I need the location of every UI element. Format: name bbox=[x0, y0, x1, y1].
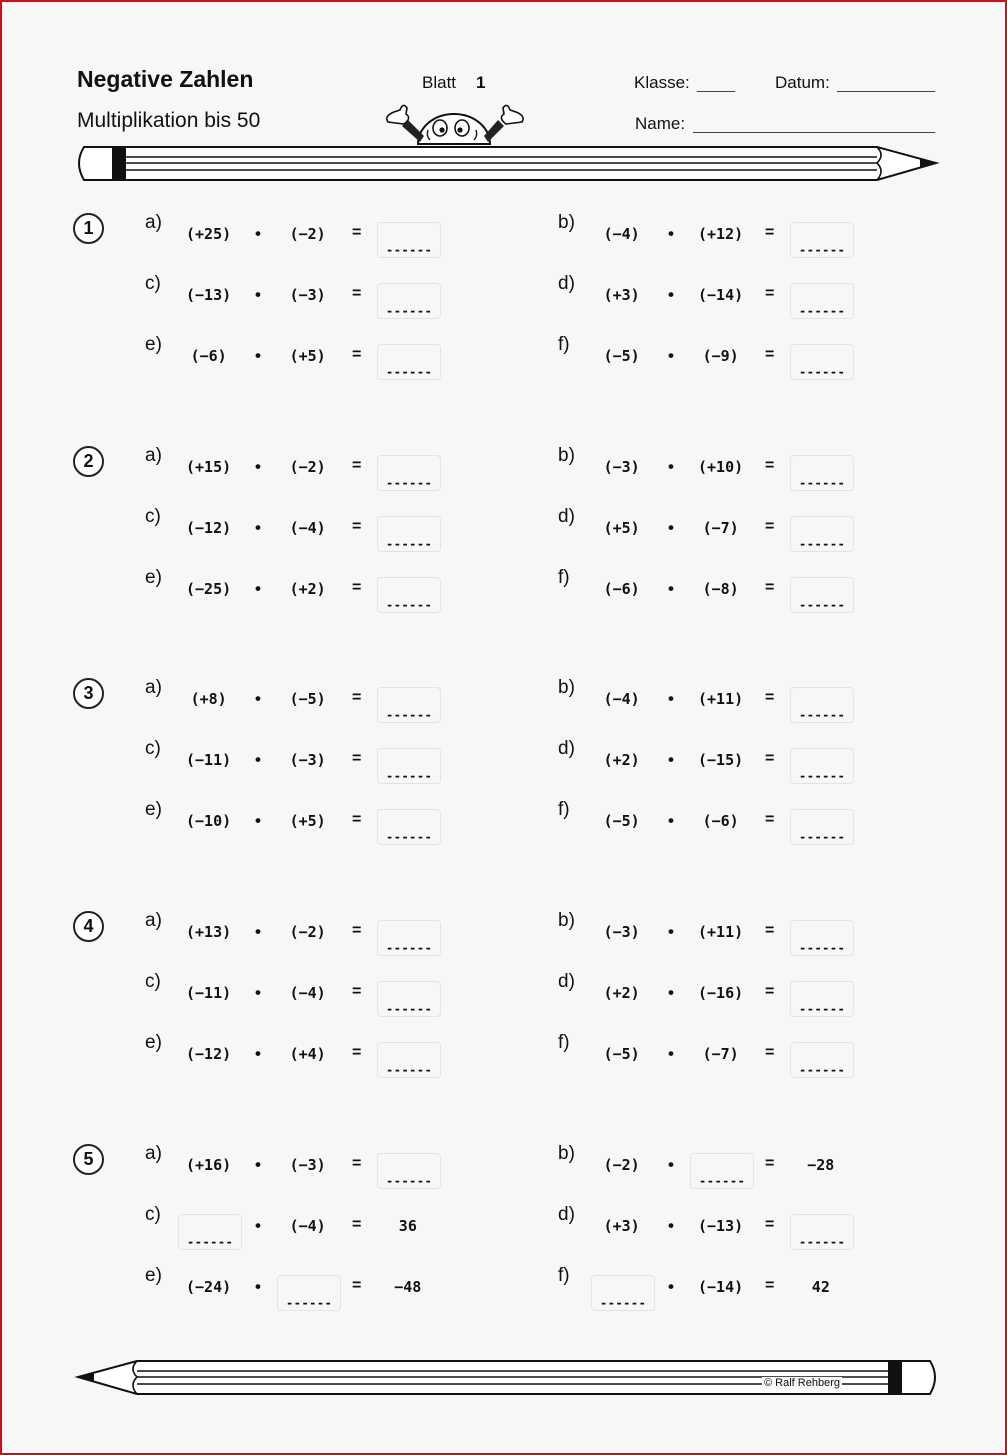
equals-sign: = bbox=[352, 518, 362, 535]
product-answer-box[interactable] bbox=[377, 748, 441, 784]
multiply-sign: • bbox=[668, 457, 674, 476]
left-factor: (−4) bbox=[603, 225, 640, 243]
blank-placeholder: ------ bbox=[799, 941, 846, 955]
equals-sign: = bbox=[352, 1216, 362, 1233]
product-value: −28 bbox=[807, 1156, 835, 1174]
right-factor: (−7) bbox=[702, 519, 739, 537]
top-pencil-divider bbox=[74, 144, 940, 184]
problem-label: b) bbox=[558, 677, 575, 698]
mascot-illustration bbox=[380, 100, 530, 146]
problem-row bbox=[558, 273, 888, 323]
multiply-sign: • bbox=[668, 811, 674, 830]
right-factor: (−13) bbox=[698, 1217, 744, 1235]
problem-label: d) bbox=[558, 971, 575, 992]
multiply-sign: • bbox=[668, 285, 674, 304]
problem-row bbox=[558, 1204, 888, 1254]
left-factor: (+15) bbox=[186, 458, 232, 476]
left-factor: (+5) bbox=[603, 519, 640, 537]
problem-label: b) bbox=[558, 1143, 575, 1164]
right-factor: (−6) bbox=[702, 812, 739, 830]
blank-placeholder: ------ bbox=[799, 769, 846, 783]
equals-sign: = bbox=[352, 224, 362, 241]
problem-label: c) bbox=[145, 1204, 161, 1225]
blank-placeholder: ------ bbox=[386, 1174, 433, 1188]
blank-placeholder: ------ bbox=[386, 243, 433, 257]
multiply-sign: • bbox=[668, 579, 674, 598]
problem-label: f) bbox=[558, 1032, 570, 1053]
multiply-sign: • bbox=[255, 1155, 261, 1174]
problem-label: a) bbox=[145, 910, 162, 931]
equals-sign: = bbox=[352, 1277, 362, 1294]
problem-label: a) bbox=[145, 445, 162, 466]
product-answer-box[interactable] bbox=[790, 1042, 854, 1078]
datum-field[interactable] bbox=[837, 91, 935, 92]
problem-label: e) bbox=[145, 334, 162, 355]
problem-row bbox=[145, 567, 475, 617]
left-factor: (−12) bbox=[186, 519, 232, 537]
product-answer-box[interactable] bbox=[377, 344, 441, 380]
right-factor: (−8) bbox=[702, 580, 739, 598]
left-factor: (−4) bbox=[603, 690, 640, 708]
product-answer-box[interactable] bbox=[790, 344, 854, 380]
problem-row bbox=[145, 1265, 475, 1315]
equals-sign: = bbox=[765, 224, 775, 241]
equals-sign: = bbox=[765, 285, 775, 302]
equals-sign: = bbox=[765, 346, 775, 363]
right-factor: (−2) bbox=[289, 923, 326, 941]
product-answer-box[interactable] bbox=[377, 283, 441, 319]
equals-sign: = bbox=[352, 922, 362, 939]
equals-sign: = bbox=[765, 1155, 775, 1172]
problem-label: c) bbox=[145, 971, 161, 992]
multiply-sign: • bbox=[668, 922, 674, 941]
left-factor: (−12) bbox=[186, 1045, 232, 1063]
problem-label: c) bbox=[145, 273, 161, 294]
right-factor: (−3) bbox=[289, 1156, 326, 1174]
multiply-sign: • bbox=[255, 579, 261, 598]
multiply-sign: • bbox=[255, 689, 261, 708]
product-answer-box[interactable] bbox=[377, 577, 441, 613]
equals-sign: = bbox=[765, 1277, 775, 1294]
right-factor: (−5) bbox=[289, 690, 326, 708]
left-factor: (−11) bbox=[186, 984, 232, 1002]
name-label: Name: bbox=[635, 114, 686, 133]
blank-placeholder: ------ bbox=[386, 769, 433, 783]
problem-row bbox=[558, 971, 888, 1021]
exercise-number-circle: 1 bbox=[73, 213, 104, 244]
problem-row bbox=[145, 910, 475, 960]
multiply-sign: • bbox=[255, 285, 261, 304]
right-factor: (−2) bbox=[289, 458, 326, 476]
equals-sign: = bbox=[352, 579, 362, 596]
problem-label: c) bbox=[145, 738, 161, 759]
equals-sign: = bbox=[765, 689, 775, 706]
right-factor-answer-box[interactable] bbox=[690, 1153, 754, 1189]
multiply-sign: • bbox=[255, 750, 261, 769]
product-answer-box[interactable] bbox=[790, 809, 854, 845]
product-answer-box[interactable] bbox=[790, 920, 854, 956]
exercise-number-circle: 2 bbox=[73, 446, 104, 477]
klasse-field[interactable] bbox=[697, 91, 735, 92]
blank-placeholder: ------ bbox=[386, 830, 433, 844]
multiply-sign: • bbox=[668, 1277, 674, 1296]
multiply-sign: • bbox=[255, 983, 261, 1002]
problem-row bbox=[558, 1143, 888, 1193]
left-factor: (+3) bbox=[603, 1217, 640, 1235]
left-factor: (−6) bbox=[603, 580, 640, 598]
problem-label: e) bbox=[145, 567, 162, 588]
equals-sign: = bbox=[765, 579, 775, 596]
product-answer-box[interactable] bbox=[377, 687, 441, 723]
problem-row bbox=[558, 212, 888, 262]
left-factor: (−3) bbox=[603, 923, 640, 941]
blank-placeholder: ------ bbox=[386, 708, 433, 722]
problem-label: f) bbox=[558, 334, 570, 355]
multiply-sign: • bbox=[255, 922, 261, 941]
product-answer-box[interactable] bbox=[790, 577, 854, 613]
right-factor-answer-box[interactable] bbox=[277, 1275, 341, 1311]
multiply-sign: • bbox=[668, 518, 674, 537]
equals-sign: = bbox=[765, 983, 775, 1000]
multiply-sign: • bbox=[668, 689, 674, 708]
product-answer-box[interactable] bbox=[377, 455, 441, 491]
right-factor: (−15) bbox=[698, 751, 744, 769]
right-factor: (+5) bbox=[289, 347, 326, 365]
problem-row bbox=[558, 1265, 888, 1315]
product-answer-box[interactable] bbox=[377, 222, 441, 258]
left-factor: (+3) bbox=[603, 286, 640, 304]
equals-sign: = bbox=[765, 457, 775, 474]
left-factor: (+25) bbox=[186, 225, 232, 243]
left-factor: (−24) bbox=[186, 1278, 232, 1296]
equals-sign: = bbox=[352, 689, 362, 706]
blank-placeholder: ------ bbox=[386, 1063, 433, 1077]
problem-label: a) bbox=[145, 677, 162, 698]
left-factor: (−6) bbox=[190, 347, 227, 365]
blank-placeholder: ------ bbox=[799, 830, 846, 844]
product-value: 42 bbox=[811, 1278, 830, 1296]
blank-placeholder: ------ bbox=[799, 476, 846, 490]
blank-placeholder: ------ bbox=[799, 243, 846, 257]
right-factor: (−3) bbox=[289, 751, 326, 769]
left-factor: (−13) bbox=[186, 286, 232, 304]
problem-row bbox=[558, 1032, 888, 1082]
left-factor: (−5) bbox=[603, 347, 640, 365]
blank-placeholder: ------ bbox=[386, 476, 433, 490]
left-factor: (−2) bbox=[603, 1156, 640, 1174]
equals-sign: = bbox=[352, 983, 362, 1000]
name-field[interactable] bbox=[693, 132, 935, 133]
left-factor: (+16) bbox=[186, 1156, 232, 1174]
right-factor: (−16) bbox=[698, 984, 744, 1002]
problem-label: f) bbox=[558, 1265, 570, 1286]
left-factor-answer-box[interactable] bbox=[178, 1214, 242, 1250]
problem-row bbox=[145, 1204, 475, 1254]
right-factor: (−7) bbox=[702, 1045, 739, 1063]
problem-row bbox=[145, 1143, 475, 1193]
multiply-sign: • bbox=[668, 346, 674, 365]
product-answer-box[interactable] bbox=[790, 1214, 854, 1250]
blank-placeholder: ------ bbox=[799, 708, 846, 722]
product-answer-box[interactable] bbox=[377, 516, 441, 552]
right-factor: (−4) bbox=[289, 984, 326, 1002]
right-factor: (+4) bbox=[289, 1045, 326, 1063]
blank-placeholder: ------ bbox=[386, 365, 433, 379]
problem-row bbox=[145, 1032, 475, 1082]
multiply-sign: • bbox=[668, 750, 674, 769]
right-factor: (+11) bbox=[698, 923, 744, 941]
equals-sign: = bbox=[352, 811, 362, 828]
blank-placeholder: ------ bbox=[799, 1063, 846, 1077]
copyright-note: © Ralf Rehberg bbox=[764, 1377, 840, 1389]
problem-label: e) bbox=[145, 1032, 162, 1053]
blank-placeholder: ------ bbox=[799, 1235, 846, 1249]
product-answer-box[interactable] bbox=[377, 1042, 441, 1078]
multiply-sign: • bbox=[668, 1216, 674, 1235]
exercise-number-circle: 3 bbox=[73, 678, 104, 709]
left-factor: (−5) bbox=[603, 1045, 640, 1063]
blank-placeholder: ------ bbox=[799, 598, 846, 612]
problem-row bbox=[558, 334, 888, 384]
multiply-sign: • bbox=[668, 1155, 674, 1174]
right-factor: (−9) bbox=[702, 347, 739, 365]
right-factor: (−14) bbox=[698, 286, 744, 304]
product-value: −48 bbox=[394, 1278, 422, 1296]
blank-placeholder: ------ bbox=[699, 1174, 746, 1188]
problem-row bbox=[558, 799, 888, 849]
equals-sign: = bbox=[352, 346, 362, 363]
equals-sign: = bbox=[352, 285, 362, 302]
left-factor: (+8) bbox=[190, 690, 227, 708]
problem-label: c) bbox=[145, 506, 161, 527]
problem-row bbox=[145, 799, 475, 849]
problem-row bbox=[558, 677, 888, 727]
problem-row bbox=[145, 334, 475, 384]
problem-row bbox=[145, 273, 475, 323]
equals-sign: = bbox=[765, 750, 775, 767]
right-factor: (−14) bbox=[698, 1278, 744, 1296]
equals-sign: = bbox=[352, 750, 362, 767]
problem-label: d) bbox=[558, 1204, 575, 1225]
product-answer-box[interactable] bbox=[377, 920, 441, 956]
problem-row bbox=[145, 971, 475, 1021]
product-answer-box[interactable] bbox=[790, 283, 854, 319]
problem-row bbox=[558, 506, 888, 556]
multiply-sign: • bbox=[668, 224, 674, 243]
problem-label: a) bbox=[145, 1143, 162, 1164]
product-answer-box[interactable] bbox=[790, 516, 854, 552]
left-factor: (−5) bbox=[603, 812, 640, 830]
product-answer-box[interactable] bbox=[790, 981, 854, 1017]
klasse-label: Klasse: bbox=[634, 73, 690, 92]
multiply-sign: • bbox=[668, 983, 674, 1002]
blank-placeholder: ------ bbox=[286, 1296, 333, 1310]
left-factor: (−3) bbox=[603, 458, 640, 476]
product-answer-box[interactable] bbox=[377, 981, 441, 1017]
left-factor: (+2) bbox=[603, 984, 640, 1002]
blank-placeholder: ------ bbox=[799, 304, 846, 318]
problem-label: a) bbox=[145, 212, 162, 233]
multiply-sign: • bbox=[255, 1044, 261, 1063]
blank-placeholder: ------ bbox=[600, 1296, 647, 1310]
multiply-sign: • bbox=[255, 518, 261, 537]
right-factor: (−2) bbox=[289, 225, 326, 243]
problem-row bbox=[145, 212, 475, 262]
left-factor: (−11) bbox=[186, 751, 232, 769]
product-answer-box[interactable] bbox=[790, 222, 854, 258]
blank-placeholder: ------ bbox=[386, 537, 433, 551]
blank-placeholder: ------ bbox=[799, 365, 846, 379]
right-factor: (+2) bbox=[289, 580, 326, 598]
product-answer-box[interactable] bbox=[790, 455, 854, 491]
right-factor: (+11) bbox=[698, 690, 744, 708]
left-factor-answer-box[interactable] bbox=[591, 1275, 655, 1311]
right-factor: (−3) bbox=[289, 286, 326, 304]
blatt-number: 1 bbox=[476, 73, 486, 92]
left-factor: (+13) bbox=[186, 923, 232, 941]
right-factor: (+12) bbox=[698, 225, 744, 243]
multiply-sign: • bbox=[255, 346, 261, 365]
problem-label: e) bbox=[145, 1265, 162, 1286]
product-answer-box[interactable] bbox=[377, 1153, 441, 1189]
equals-sign: = bbox=[765, 811, 775, 828]
problem-label: b) bbox=[558, 212, 575, 233]
blank-placeholder: ------ bbox=[799, 537, 846, 551]
right-factor: (+5) bbox=[289, 812, 326, 830]
problem-row bbox=[558, 567, 888, 617]
blank-placeholder: ------ bbox=[187, 1235, 234, 1249]
product-answer-box[interactable] bbox=[377, 809, 441, 845]
equals-sign: = bbox=[765, 518, 775, 535]
multiply-sign: • bbox=[255, 811, 261, 830]
problem-row bbox=[558, 910, 888, 960]
problem-label: f) bbox=[558, 567, 570, 588]
multiply-sign: • bbox=[255, 224, 261, 243]
problem-label: e) bbox=[145, 799, 162, 820]
left-factor: (−10) bbox=[186, 812, 232, 830]
left-factor: (−25) bbox=[186, 580, 232, 598]
problem-row bbox=[558, 445, 888, 495]
right-factor: (+10) bbox=[698, 458, 744, 476]
blank-placeholder: ------ bbox=[386, 598, 433, 612]
problem-label: f) bbox=[558, 799, 570, 820]
multiply-sign: • bbox=[255, 1216, 261, 1235]
blank-placeholder: ------ bbox=[799, 1002, 846, 1016]
equals-sign: = bbox=[352, 1155, 362, 1172]
equals-sign: = bbox=[765, 922, 775, 939]
worksheet-subtitle: Multiplikation bis 50 bbox=[77, 109, 261, 132]
right-factor: (−4) bbox=[289, 519, 326, 537]
equals-sign: = bbox=[765, 1216, 775, 1233]
blank-placeholder: ------ bbox=[386, 304, 433, 318]
exercise-number-circle: 5 bbox=[73, 1144, 104, 1175]
multiply-sign: • bbox=[668, 1044, 674, 1063]
worksheet-title: Negative Zahlen bbox=[77, 66, 254, 92]
problem-row bbox=[558, 738, 888, 788]
product-answer-box[interactable] bbox=[790, 687, 854, 723]
problem-row bbox=[145, 738, 475, 788]
blank-placeholder: ------ bbox=[386, 941, 433, 955]
multiply-sign: • bbox=[255, 1277, 261, 1296]
problem-label: d) bbox=[558, 738, 575, 759]
blank-placeholder: ------ bbox=[386, 1002, 433, 1016]
blatt-label: Blatt bbox=[422, 73, 457, 92]
datum-label: Datum: bbox=[775, 73, 830, 92]
equals-sign: = bbox=[352, 1044, 362, 1061]
problem-row bbox=[145, 506, 475, 556]
problem-label: d) bbox=[558, 273, 575, 294]
product-answer-box[interactable] bbox=[790, 748, 854, 784]
problem-row bbox=[145, 677, 475, 727]
problem-label: b) bbox=[558, 445, 575, 466]
exercise-number-circle: 4 bbox=[73, 911, 104, 942]
problem-label: b) bbox=[558, 910, 575, 931]
problem-label: d) bbox=[558, 506, 575, 527]
equals-sign: = bbox=[352, 457, 362, 474]
problem-row bbox=[145, 445, 475, 495]
left-factor: (+2) bbox=[603, 751, 640, 769]
product-value: 36 bbox=[398, 1217, 417, 1235]
equals-sign: = bbox=[765, 1044, 775, 1061]
multiply-sign: • bbox=[255, 457, 261, 476]
right-factor: (−4) bbox=[289, 1217, 326, 1235]
